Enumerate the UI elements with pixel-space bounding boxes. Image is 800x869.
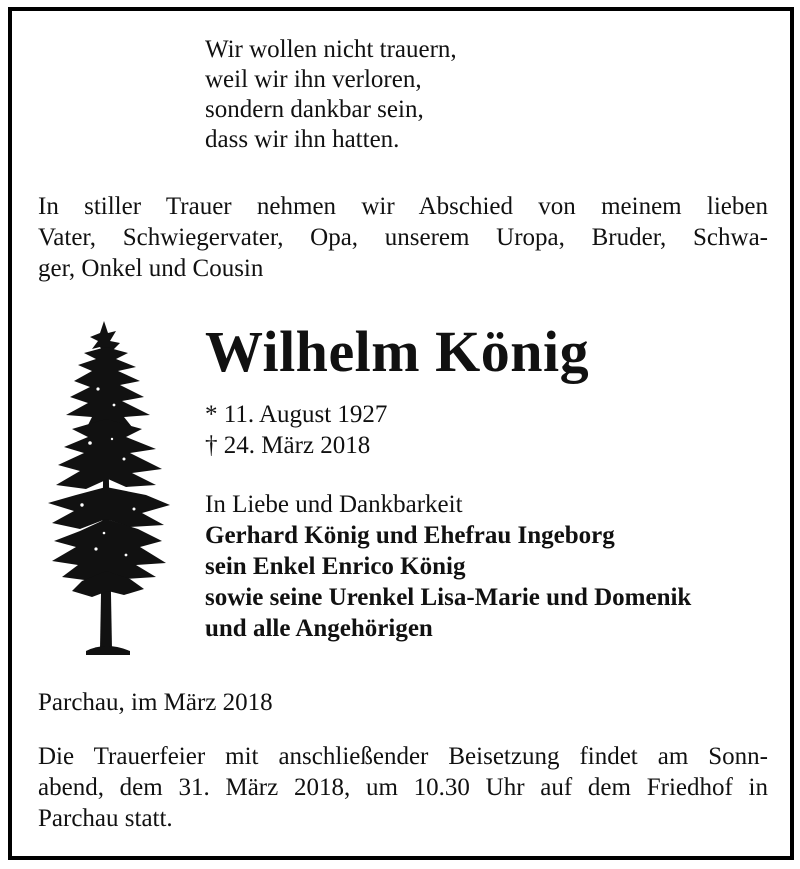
poem-line: weil wir ihn verloren, (205, 66, 422, 93)
mourners-intro: In Liebe und Dankbarkeit (205, 491, 463, 518)
mourner-line: sein Enkel Enrico König (205, 553, 466, 580)
conifer-tree-icon (46, 319, 176, 659)
funeral-line: abend, dem 31. März 2018, um 10.30 Uhr auf dem Friedhof in (38, 774, 768, 801)
intro-line: Vater, Schwiegervater, Opa, unserem Uropa, Bruder, Schwa- (38, 224, 768, 251)
death-date: † 24. März 2018 (205, 432, 371, 459)
memorial-poem (205, 35, 457, 155)
funeral-line: Die Trauerfeier mit anschließender Beisetzung findet am Sonn- (38, 743, 768, 770)
mourner-line: Gerhard König und Ehefrau Ingeborg (205, 522, 615, 549)
intro-line: In stiller Trauer nehmen wir Abschied von meinem lieben (38, 193, 768, 220)
place-and-date: Parchau, im März 2018 (38, 689, 273, 716)
deceased-name: Wilhelm König (205, 319, 590, 384)
birth-date: * 11. August 1927 (205, 401, 388, 428)
poem-line: sondern dankbar sein, (205, 96, 424, 123)
intro-line: ger, Onkel und Cousin (38, 255, 264, 282)
funeral-notice (38, 741, 768, 834)
poem-line: dass wir ihn hatten. (205, 126, 400, 153)
obituary-frame (8, 7, 794, 860)
poem-line: Wir wollen nicht trauern, (205, 36, 457, 63)
funeral-line: Parchau statt. (38, 805, 173, 832)
farewell-intro (38, 191, 768, 284)
mourner-line: sowie seine Urenkel Lisa-Marie und Domenik (205, 584, 692, 611)
life-dates (205, 399, 387, 461)
mourner-line: und alle Angehörigen (205, 615, 433, 642)
mourners-block (205, 489, 691, 644)
